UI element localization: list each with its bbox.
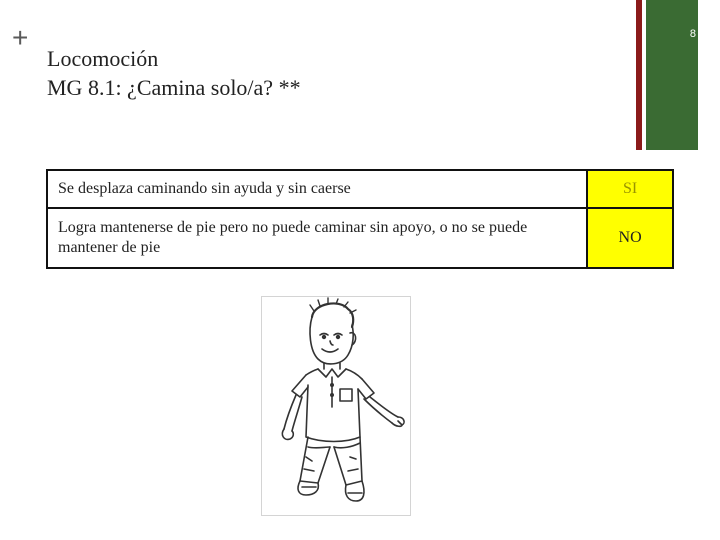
walking-child-icon: [262, 297, 410, 515]
section-title: Locomoción: [47, 46, 159, 71]
criterion-description: Se desplaza caminando sin ayuda y sin caerse: [47, 170, 587, 208]
plus-icon: +: [12, 22, 29, 53]
title-block: [47, 44, 301, 102]
answer-no: NO: [587, 208, 673, 268]
answer-yes: SI: [587, 170, 673, 208]
criterion-description: Logra mantenerse de pie pero no puede caminar sin apoyo, o no se puede mantener de pie: [47, 208, 587, 268]
criteria-table: [46, 169, 674, 269]
question-title: MG 8.1: ¿Camina solo/a? **: [47, 75, 301, 100]
accent-bar-red: [636, 0, 642, 150]
slide-number: 8: [689, 28, 696, 40]
accent-bar-green: [646, 0, 698, 150]
walking-child-illustration: [261, 296, 411, 516]
table-row: [47, 170, 673, 208]
table-row: [47, 208, 673, 268]
